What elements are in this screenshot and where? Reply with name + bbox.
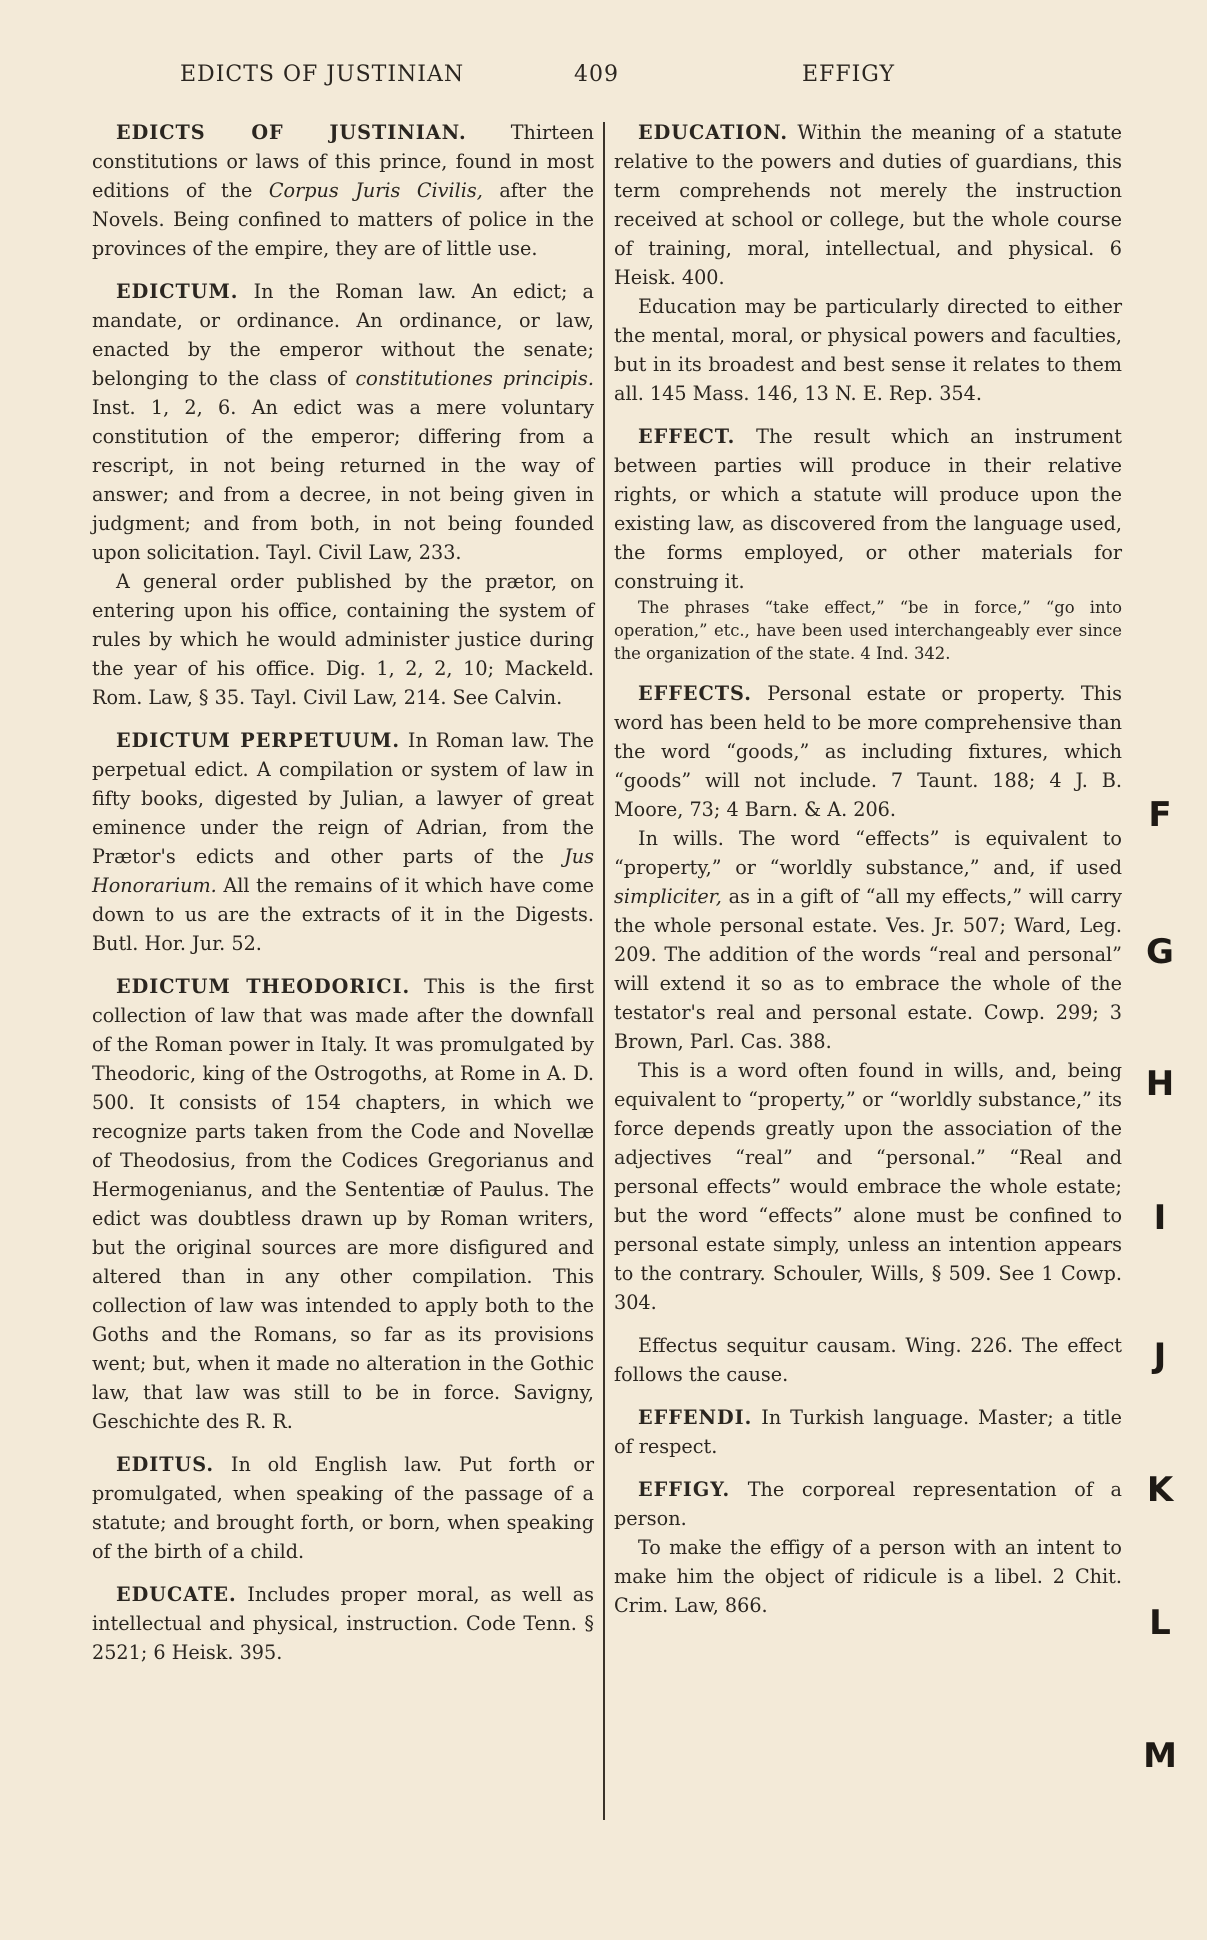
entry-italic-term: constitutiones principis.: [355, 367, 594, 390]
entry-text: The corporeal representation of a person.: [614, 1478, 1122, 1530]
header-last-term: EFFIGY: [802, 62, 895, 87]
entry-heading: EFFENDI.: [638, 1406, 753, 1429]
entry-italic-term: Corpus Juris Civilis,: [268, 179, 483, 202]
entry-text: after the Novels. Being confined to matters of police in the provinces of the empire, they are of little use.: [92, 179, 594, 260]
right-column: [614, 118, 1122, 1634]
entry-note: [614, 596, 1122, 665]
entry-edictum-perpetuum: [92, 726, 594, 958]
entry-editus: [92, 1450, 594, 1566]
thumb-index: [1140, 0, 1180, 1940]
entry-heading: EDICTS OF JUSTINIAN.: [116, 121, 467, 144]
column-divider: [603, 122, 605, 1820]
entry-text: In Roman law. The perpetual edict. A compilation or system of law in fifty books, digested by Julian, a lawyer of great eminence under the reign of Adrian, from the Prætor's edicts and other parts of the: [92, 729, 595, 868]
entry-effects: [614, 679, 1122, 1317]
entry-text: All the remains of it which have come down to us are the extracts of it in the Digests. Butl. Hor. Jur. 52.: [92, 874, 594, 955]
entry-text: Includes proper moral, as well as intellectual and physical, instruction. Code Tenn. § 2521; 6 Heisk. 395.: [92, 1583, 594, 1664]
entry-text: This is the first collection of law that was made after the downfall of the Roman power in Italy. It was promulgated by Theodoric, king of the Ostrogoths, at Rome in A. D. 500. It consists of 154 chapters, in which we recognize parts taken from the Code and Novellæ of Theodosius, from the Codices Gregorianus and Hermogenianus, and the Sententiæ of Paulus. The edict was doubtless drawn up by Roman writers, but the original sources are more disfigured and altered than in any other compilation. This collection of law was intended to apply both to the Goths and the Romans, so far as its provisions went; but, when it made no alteration in the Gothic law, that law was still to be in force. Savigny, Geschichte des R. R.: [92, 975, 594, 1433]
thumb-index-letter[interactable]: L: [1149, 1603, 1171, 1643]
entry-effendi: [614, 1403, 1122, 1461]
entry-paragraph: This is a word often found in wills, and, being equivalent to “property,” or “worldly substance,” its force depends greatly upon the association of the adjectives “real” and “personal.” “Real and personal effects” would embrace the whole estate; but the word “effects” alone must be confined to personal estate simply, unless an intention appears to the contrary. Schouler, Wills, § 509. See 1 Cowp. 304.: [614, 1059, 1122, 1314]
entry-heading: EDICTUM.: [116, 280, 239, 303]
entry-text: In old English law. Put forth or promulgated, when speaking of the passage of a statute; and brought forth, or born, when speaking of the birth of a child.: [92, 1453, 594, 1563]
thumb-index-letter[interactable]: G: [1146, 932, 1174, 972]
entry-effectus-sequitur-causam: [614, 1331, 1122, 1389]
page-number: 409: [574, 62, 619, 87]
entry-text: In Turkish language. Master; a title of respect.: [614, 1406, 1122, 1458]
entry-heading: EDUCATION.: [638, 121, 789, 144]
entry-educate: [92, 1580, 594, 1667]
entry-edictum-theodorici: [92, 972, 594, 1436]
thumb-index-letter[interactable]: F: [1148, 795, 1172, 835]
entry-edictum: [92, 277, 594, 712]
entry-heading: EDICTUM THEODORICI.: [116, 975, 411, 998]
entry-paragraph: A general order published by the prætor, on entering upon his office, containing the system of rules by which he would administer justice during the year of his office. Dig. 1, 2, 2, 10; Mackeld. Rom. Law, § 35. Tayl. Civil Law, 214. See Calvin.: [92, 570, 594, 709]
entry-paragraph: Education may be particularly directed to either the mental, moral, or physical powers and faculties, but in its broadest and best sense it relates to them all. 145 Mass. 146, 13 N. E. Rep. 354.: [614, 295, 1122, 405]
entry-heading: EDICTUM PERPETUUM.: [116, 729, 400, 752]
entry-heading: EFFIGY.: [638, 1478, 731, 1501]
entry-heading: EDITUS.: [116, 1453, 215, 1476]
entry-text: as in a gift of “all my effects,” will carry the whole personal estate. Ves. Jr. 507; Ward, Leg. 209. The addition of the words “real and personal” will extend it so as to embrace the whole of the testator's real and personal estate. Cowp. 299; 3 Brown, Parl. Cas. 388.: [614, 885, 1122, 1053]
entry-italic-term: Jus Honorarium.: [92, 845, 594, 897]
left-column: [92, 118, 594, 1681]
running-header: [0, 62, 1207, 102]
maxim-text: Effectus sequitur causam. Wing. 226. The effect follows the cause.: [614, 1334, 1122, 1386]
entry-text: Inst. 1, 2, 6. An edict was a mere voluntary constitution of the emperor; differing from a rescript, in not being returned in the way of answer; and from a decree, in not being given in judgment; and from both, in not being founded upon solicitation. Tayl. Civil Law, 233.: [92, 396, 594, 564]
entry-effect: [614, 422, 1122, 665]
entry-heading: EFFECT.: [638, 425, 736, 448]
entry-text: Thirteen constitutions or laws of this prince, found in most editions of the: [92, 121, 594, 202]
entry-italic-term: simpliciter,: [614, 885, 722, 908]
thumb-index-letter[interactable]: M: [1143, 1736, 1177, 1776]
entry-effigy: [614, 1475, 1122, 1620]
entry-text: Within the meaning of a statute relative to the powers and duties of guardians, this term comprehends not merely the instruction received at school or college, but the whole course of training, moral, intellectual, and physical. 6 Heisk. 400.: [614, 121, 1122, 289]
entry-heading: EDUCATE.: [116, 1583, 237, 1606]
entry-education: [614, 118, 1122, 408]
entry-text: The result which an instrument between parties will produce in their relative rights, or which a statute will produce upon the existing law, as discovered from the language used, the forms employed, or other materials for construing it.: [614, 425, 1122, 593]
thumb-index-letter[interactable]: H: [1145, 1064, 1175, 1104]
entry-paragraph: To make the effigy of a person with an intent to make him the object of ridicule is a libel. 2 Chit. Crim. Law, 866.: [614, 1536, 1122, 1617]
entry-text: Personal estate or property. This word has been held to be more comprehensive than the word “goods,” as including fixtures, which “goods” will not include. 7 Taunt. 188; 4 J. B. Moore, 73; 4 Barn. & A. 206.: [614, 682, 1122, 821]
entry-text: In wills. The word “effects” is equivalent to “property,” or “worldly substance,” and, if used: [614, 827, 1122, 879]
entry-edicts-of-justinian: [92, 118, 594, 263]
entry-text: In the Roman law. An edict; a mandate, or ordinance. An ordinance, or law, enacted by the emperor without the senate; belonging to the class of: [92, 280, 594, 390]
thumb-index-letter[interactable]: I: [1153, 1198, 1167, 1238]
entry-note-text: The phrases “take effect,” “be in force,” “go into operation,” etc., have been used interchangeably ever since the organization of the state. 4 Ind. 342.: [614, 598, 1122, 663]
entry-heading: EFFECTS.: [638, 682, 752, 705]
thumb-index-letter[interactable]: J: [1153, 1336, 1167, 1376]
header-first-term: EDICTS OF JUSTINIAN: [180, 62, 465, 87]
thumb-index-letter[interactable]: K: [1146, 1470, 1174, 1510]
